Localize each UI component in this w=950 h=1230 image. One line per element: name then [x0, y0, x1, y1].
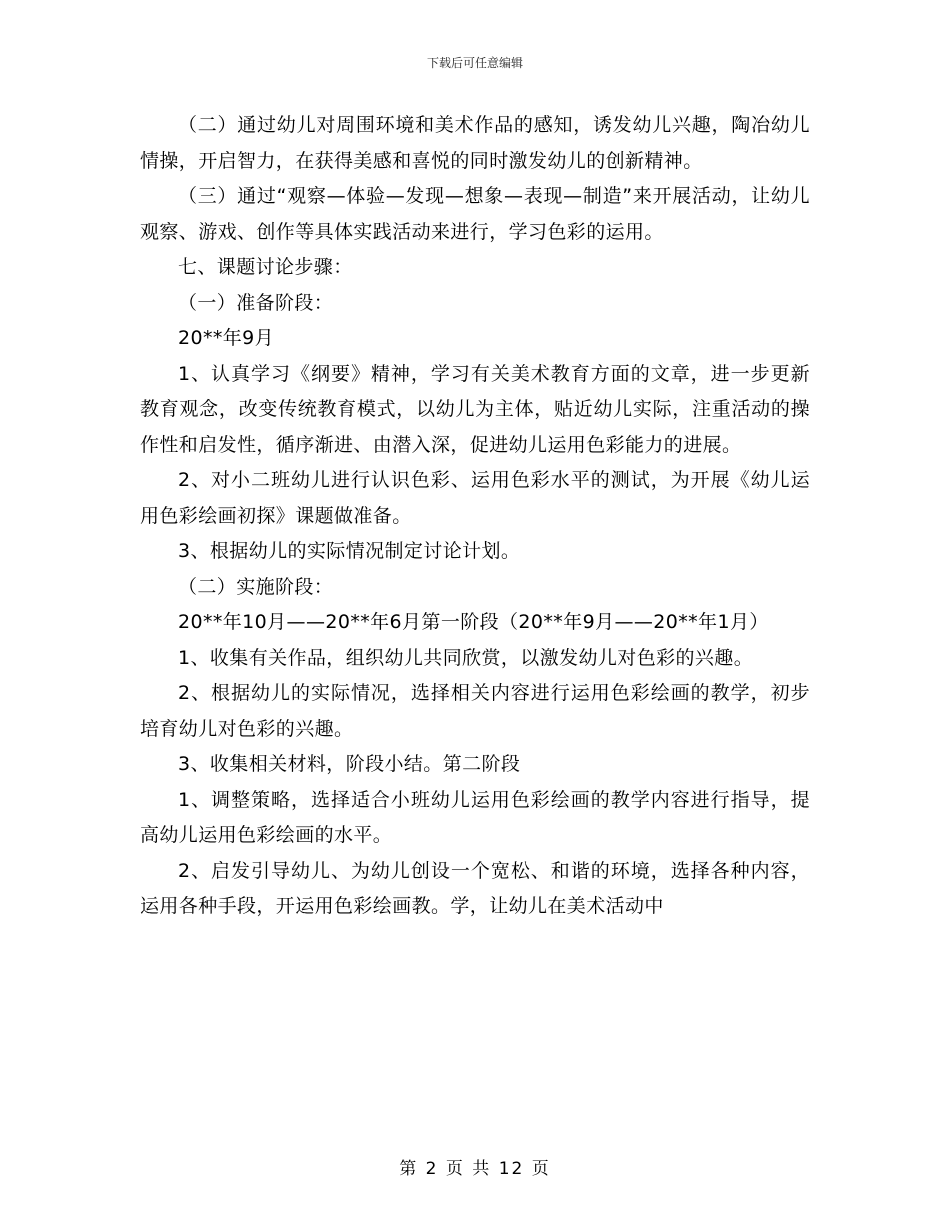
paragraph-goal-3: （三）通过“观察—体验—发现—想象—表现—制造”来开展活动，让幼儿观察、游戏、创作等具体实践活动来进行，学习色彩的运用。: [140, 185, 810, 243]
paragraph-stage1-item-3: 3、收集相关材料，阶段小结。第二阶段: [178, 753, 521, 775]
subheading-implementation: （二）实施阶段：: [178, 575, 334, 598]
paragraph-stage1-item-2: 2、根据幼儿的实际情况，选择相关内容进行运用色彩绘画的教学，初步培育幼儿对色彩的兴趣。: [140, 682, 810, 740]
document-body: [140, 108, 810, 925]
page-number-footer: 第 2 页 共 12 页: [399, 1159, 551, 1179]
paragraph-prep-item-1: 1、认真学习《纲要》精神，学习有关美术教育方面的文章，进一步更新教育观念，改变传统教育模式，以幼儿为主体，贴近幼儿实际，注重活动的操作性和启发性，循序渐进、由潜入深，促进幼儿运用色彩能力的进展。: [140, 362, 810, 456]
paragraph-stage1-item-1: 1、收集有关作品，组织幼儿共同欣赏，以激发幼儿对色彩的兴趣。: [178, 646, 754, 669]
date-implementation: 20**年10月——20**年6月第一阶段（20**年9月——20**年1月）: [178, 611, 769, 633]
paragraph-prep-item-3: 3、根据幼儿的实际情况制定讨论计划。: [178, 540, 521, 562]
paragraph-stage2-item-1: 1、调整策略，选择适合小班幼儿运用色彩绘画的教学内容进行指导，提高幼儿运用色彩绘画的水平。: [140, 788, 810, 846]
subheading-preparation: （一）准备阶段：: [178, 291, 334, 314]
paragraph-prep-item-2: 2、对小二班幼儿进行认识色彩、运用色彩水平的测试，为开展《幼儿运用色彩绘画初探》课题做准备。: [140, 469, 810, 527]
paragraph-stage2-item-2: 2、启发引导幼儿、为幼儿创设一个宽松、和谐的环境，选择各种内容，运用各种手段，开运用色彩绘画教。学，让幼儿在美术活动中: [140, 859, 810, 917]
paragraph-goal-2: （二）通过幼儿对周围环境和美术作品的感知，诱发幼儿兴趣，陶冶幼儿情操，开启智力，在获得美感和喜悦的同时激发幼儿的创新精神。: [140, 114, 810, 172]
date-preparation: 20**年9月: [178, 327, 275, 349]
page-header: 下载后可任意编辑: [426, 56, 523, 70]
section-heading-steps: 七、课题讨论步骤：: [178, 256, 353, 278]
